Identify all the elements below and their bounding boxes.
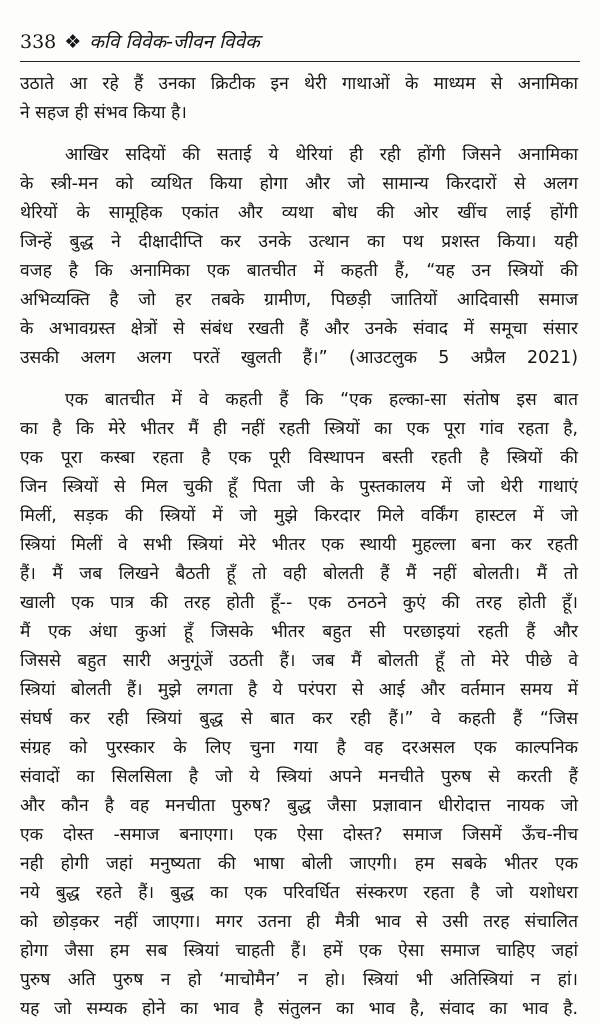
text-line: संघर्ष कर रही स्त्रियां बुद्ध से बात कर रही हैं।” वे कहती हैं “जिस: [20, 709, 578, 729]
text-line: और कौन है वह मनचीता पुरुष? बुद्ध जैसा प्रज्ञावान धीरोदात्त नायक जो: [20, 796, 578, 816]
text-line: उसकी अलग अलग परतें खुलती हैं।” (आउटलुक 5 अप्रैल 2021): [20, 348, 578, 368]
text-line: अभिव्यक्ति है जो हर तबके ग्रामीण, पिछड़ी जातियों आदिवासी समाज: [20, 290, 578, 310]
text-line: आखिर सदियों की सताई ये थेरियां ही रही होंगी जिसने अनामिका: [65, 145, 578, 165]
text-line: जिन्हें बुद्ध ने दीक्षादीप्ति कर उनके उत्थान का पथ प्रशस्त किया। यही: [20, 232, 578, 252]
text-line: मिलीं, सड़क की स्त्रियों में जो मुझे किरदार मिले वर्किंग हास्टल में जो: [20, 506, 578, 526]
text-line: उठाते आ रहे हैं उनका क्रिटीक इन थेरी गाथाओं के माध्यम से अनामिका: [20, 74, 578, 94]
text-line: का है कि मेरे भीतर मैं ही नहीं रहती स्त्रियों का एक पूरा गांव रहता है,: [20, 419, 578, 439]
text-line: एक पूरा कस्बा रहता है एक पूरी विस्थापन बस्ती रहती है स्त्रियों की: [20, 448, 578, 468]
text-line: के अभावग्रस्त क्षेत्रों से संबंध रखती हैं और उनके संवाद में समूचा संसार: [20, 319, 578, 339]
text-line: संग्रह को पुरस्कार के लिए चुना गया है वह दरअसल एक काल्पनिक: [20, 738, 578, 758]
text-line: स्त्रियां बोलती हैं। मुझे लगता है ये परंपरा से आई और वर्तमान समय में: [20, 680, 578, 700]
text-line: एक बातचीत में वे कहती हैं कि “एक हल्का-सा संतोष इस बात: [65, 390, 578, 410]
text-line: थेरियों के सामूहिक एकांत और व्यथा बोध की ओर खींच लाई होंगी: [20, 203, 578, 223]
text-line: नही होगी जहां मनुष्यता की भाषा बोली जाएगी। हम सबके भीतर एक: [20, 854, 578, 874]
text-line: नये बुद्ध रहते हैं। बुद्ध का एक परिवर्धित संस्करण रहता है जो यशोधरा: [20, 883, 578, 903]
text-line: को छोड़कर नहीं जाएगा। मगर उतना ही मैत्री भाव से उसी तरह संचालित: [20, 912, 578, 932]
text-line: हैं। मैं जब लिखने बैठती हूँ तो वही बोलती हैं मैं नहीं बोलती। मैं तो: [20, 564, 578, 584]
text-line: जिन स्त्रियों से मिल चुकी हूँ पिता जी के पुस्तकालय में जो थेरी गाथाएं: [20, 477, 578, 497]
text-line: वजह है कि अनामिका एक बातचीत में कहती हैं, “यह उन स्त्रियों की: [20, 261, 578, 281]
text-line: स्त्रियां मिलीं वे सभी स्त्रियां मेरे भीतर एक स्थायी मुहल्ला बना कर रहती: [20, 535, 578, 555]
paragraph-2: [20, 141, 578, 373]
text-line: खाली एक पात्र की तरह होती हूँ-- एक ठनठने कुएं की तरह होती हूँ।: [20, 593, 578, 613]
page-body: [20, 70, 578, 1024]
paragraph-1: [20, 70, 578, 128]
text-line: एक दोस्त -समाज बनाएगा। एक ऐसा दोस्त? समाज जिसमें ऊँच-नीच: [20, 825, 578, 845]
text-line: पुरुष अति पुरुष न हो ‘माचोमैन’ न हो। स्त्रियां भी अतिस्त्रियां न हां।: [20, 970, 578, 990]
text-line: संवादों का सिलसिला है जो ये स्त्रियां अपने मनचीते पुरुष से करती हैं: [20, 767, 578, 787]
text-line: जिससे बहुत सारी अनुगूंजें उठती हैं। जब मैं बोलती हूँ तो मेरे पीछे वे: [20, 651, 578, 671]
text-line: के स्त्री-मन को व्यथित किया होगा और जो सामान्य किरदारों से अलग: [20, 174, 578, 194]
text-line: ने सहज ही संभव किया है।: [20, 103, 187, 123]
header-rule: [20, 61, 580, 62]
running-title: कवि विवेक-जीवन विवेक: [89, 31, 260, 53]
running-header: [20, 28, 578, 56]
text-line: होगा जैसा हम सब स्त्रियां चाहती हैं। हमें एक ऐसा समाज चाहिए जहां: [20, 941, 578, 961]
text-line: मैं एक अंधा कुआं हूँ जिसके भीतर बहुत सी परछाइयां रहती हैं और: [20, 622, 578, 642]
page-number: 338: [20, 31, 57, 53]
text-line: यह जो सम्यक होने का भाव है संतुलन का भाव है, संवाद का भाव है.: [20, 999, 578, 1019]
paragraph-3: [20, 386, 578, 1024]
ornament-separator: ❖: [64, 31, 82, 53]
